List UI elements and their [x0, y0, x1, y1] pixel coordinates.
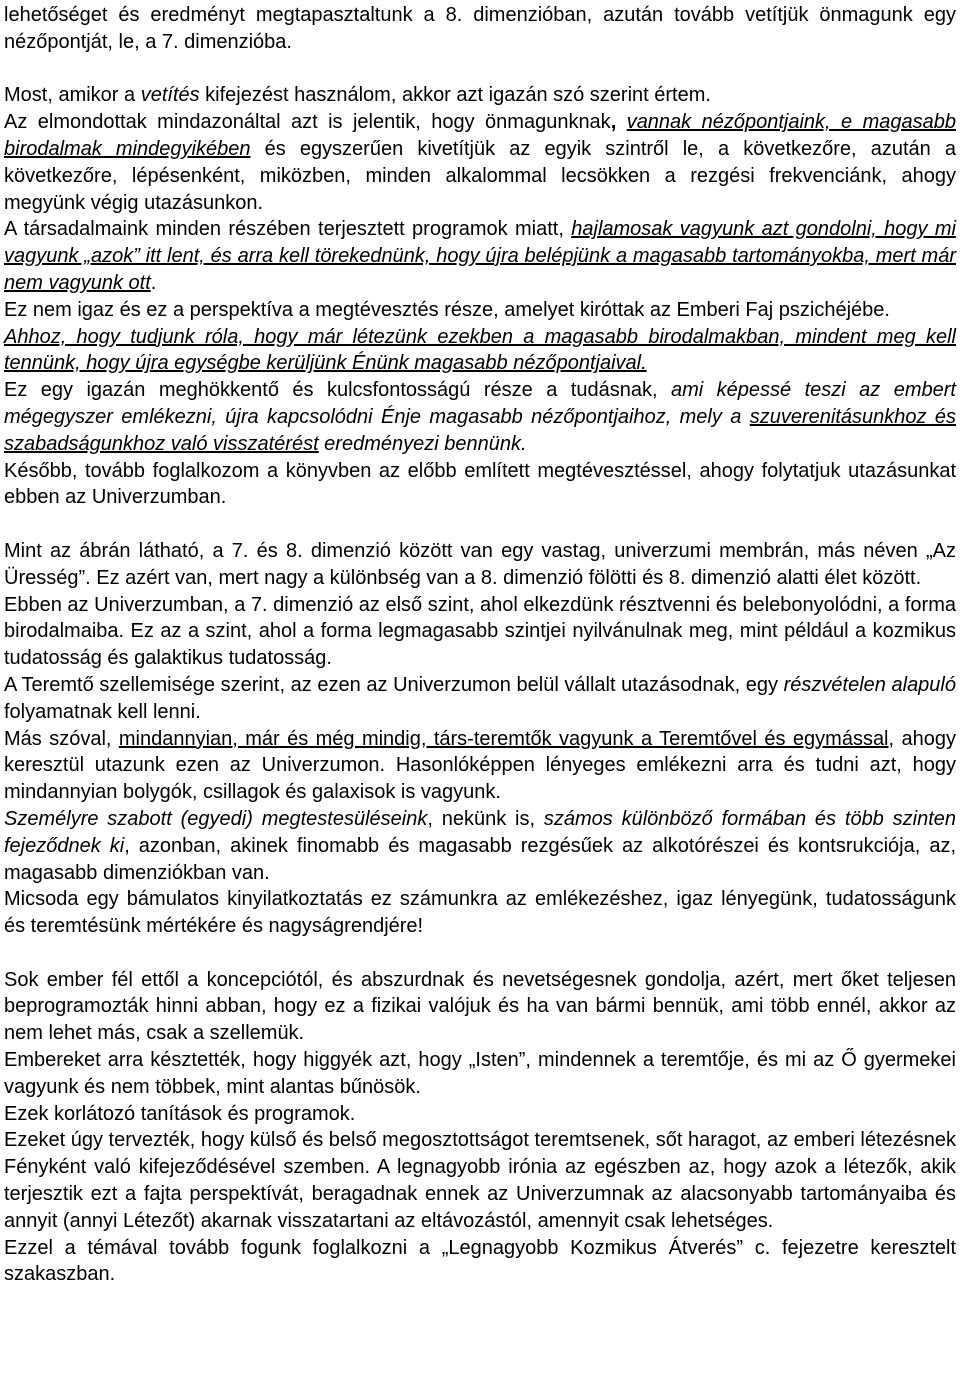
- text-run: Az elmondottak mindazonáltal azt is jelentik, hogy önmagunknak: [4, 111, 611, 134]
- body-paragraph: [4, 967, 956, 1047]
- body-paragraph: [4, 1235, 956, 1289]
- body-paragraph: [4, 82, 956, 109]
- body-paragraph: [4, 109, 956, 216]
- text-run: , nekünk is,: [427, 807, 544, 830]
- emphasized-text: ami képessé teszi az embert mégegyszer emlékezni, újra kapcsolódni Énje magasabb nézőpontjaihoz, mely a: [4, 379, 956, 428]
- text-run: Más szóval,: [4, 727, 119, 750]
- text-run: Később, tovább foglalkozom a könyvben az előbb említett megtévesztéssel, ahogy folytatjuk utazásunkat ebben az Univerzumban.: [4, 459, 956, 509]
- text-run: folyamatnak kell lenni.: [4, 700, 201, 723]
- body-paragraph: [4, 1127, 956, 1234]
- text-run: és egyszerűen kivetítjük az egyik szintről le, a következőre, azután a következőre, lépésenként, miközben, minden alkalommal lecsökken a rezgési frekvenciánk, ahogy megyünk végig utazásunkon.: [4, 137, 956, 214]
- body-paragraph: [4, 297, 956, 324]
- body-paragraph: [4, 886, 956, 940]
- body-paragraph: [4, 672, 956, 726]
- emphasized-text: szuverenitásunkhoz és szabadságunkhoz való visszatérést: [4, 405, 956, 455]
- emphasized-text: hajlamosak vagyunk azt gondolni, hogy mi vagyunk „azok” itt lent, és arra kell törekednünk, hogy újra belépjünk a magasabb tartományokba, mert már nem vagyunk ott: [4, 218, 956, 294]
- text-run: Mint az ábrán látható, a 7. és 8. dimenzió között van egy vastag, univerzumi membrán, más néven „Az Üresség”. Ez azért van, mert nagy a különbség van a 8. dimenzió fölötti és 8. dimenzió alatti élet között.: [4, 539, 956, 589]
- text-run: Ezek korlátozó tanítások és programok.: [4, 1102, 356, 1125]
- emphasized-text: részvételen alapuló: [783, 673, 956, 696]
- text-run: Most, amikor a: [4, 84, 141, 107]
- text-run: Ez egy igazán meghökkentő és kulcsfontosságú része a tudásnak,: [4, 379, 671, 402]
- text-run: .: [150, 271, 157, 294]
- emphasized-text: ,: [610, 111, 617, 134]
- body-paragraph: [4, 1101, 956, 1128]
- paragraph-spacer: [4, 940, 956, 967]
- text-run: Embereket arra késztették, hogy higgyék azt, hogy „Isten”, mindennek a teremtője, és mi az Ő gyermekei vagyunk és nem többek, mint alantas bűnösök.: [4, 1049, 956, 1098]
- body-paragraph: [4, 1047, 956, 1101]
- text-run: Micsoda egy bámulatos kinyilatkoztatás ez számunkra az emlékezéshez, igaz lényegünk, tudatosságunk és teremtésünk mértékére és nagyságrendjére!: [4, 888, 956, 938]
- text-run: [616, 111, 626, 133]
- emphasized-text: Személyre szabott (egyedi) megtestesüléseink: [4, 807, 428, 830]
- body-paragraph: [4, 377, 956, 457]
- text-run: Ez nem igaz és ez a perspektíva a megtévesztés része, amelyet kiróttak az Emberi Faj pszichéjébe.: [4, 298, 890, 321]
- text-run: , ahogy keresztül utazunk ezen az Univerzumon. Hasonlóképpen lényeges emlékezni arra és tudni azt, hogy mindannyian bolygók, csillagok és galaxisok is vagyunk.: [4, 727, 956, 804]
- text-run: Sok ember fél ettől a koncepciótól, és abszurdnak és nevetségesnek gondolja, azért, mert őket teljesen beprogramozták hinni abban, hogy ez a fizikai valójuk és ha van bármi bennük, ami több ennél, akkor az nem lehet más, csak a szellemük.: [4, 968, 956, 1045]
- body-paragraph: [4, 726, 956, 806]
- emphasized-text: mindannyian, már és még mindig, társ-teremtők vagyunk a Teremtővel és egymással: [118, 727, 889, 750]
- paragraph-spacer: [4, 511, 956, 538]
- paragraph-spacer: [4, 56, 956, 83]
- text-run: , azonban, akinek finomabb és magasabb rezgésűek az alkotórészei és kontsrukciója, az, magasabb dimenziókban van.: [4, 834, 956, 884]
- text-run: Ezzel a témával tovább fogunk foglalkozni a „Legnagyobb Kozmikus Átverés” c. fejezetre keresztelt szakaszban.: [4, 1236, 956, 1286]
- text-run: lehetőséget és eredményt megtapasztaltunk a 8. dimenzióban, azután tovább vetítjük önmagunk egy nézőpontját, le, a 7. dimenzióba.: [4, 4, 956, 53]
- emphasized-text: eredményezi bennünk.: [318, 432, 527, 455]
- text-run: kifejezést használom, akkor azt igazán szó szerint értem.: [199, 84, 711, 107]
- body-paragraph: [4, 458, 956, 512]
- text-run: Ebben az Univerzumban, a 7. dimenzió az első szint, ahol elkezdünk résztvenni és belebonyolódni, a forma birodalmaiba. Ez az a szint, ahol a forma legmagasabb szintjei nyilvánulnak meg, mint például a kozmikus tudatosság és galaktikus tudatosság.: [4, 593, 956, 670]
- emphasized-text: Ahhoz, hogy tudjunk róla, hogy már létezünk ezekben a magasabb birodalmakban, mindent meg kell tennünk, hogy újra egységbe kerüljünk Énünk magasabb nézőpontjaival.: [4, 325, 956, 375]
- body-paragraph: [4, 538, 956, 592]
- body-paragraph: [4, 324, 956, 378]
- body-paragraph: [4, 806, 956, 886]
- body-paragraph: [4, 592, 956, 672]
- emphasized-text: vannak nézőpontjaink, e magasabb birodalmak mindegyikében: [4, 111, 956, 160]
- body-paragraph: [4, 216, 956, 296]
- text-run: A társadalmaink minden részében terjesztett programok miatt,: [4, 218, 572, 241]
- body-paragraph: [4, 2, 956, 56]
- emphasized-text: vetítés: [140, 84, 200, 107]
- emphasized-text: számos különböző formában és több szinten fejeződnek ki: [4, 807, 957, 857]
- text-run: A Teremtő szellemisége szerint, az ezen az Univerzumon belül vállalt utazásodnak, egy: [4, 673, 784, 696]
- text-run: Ezeket úgy tervezték, hogy külső és belső megosztottságot teremtsenek, sőt haragot, az emberi létezésnek Fényként való kifejeződésével szemben. A legnagyobb iróniа az egészben az, hogy azok a létezők, akik terjesztik ezt a fajta perspektívát, beragadnak ennek az Univerzumnak az alacsonyabb tartományaiba és annyit (annyi Létezőt) akarnak visszatartani az eltávozástól, amennyit csak lehetséges.: [4, 1129, 956, 1232]
